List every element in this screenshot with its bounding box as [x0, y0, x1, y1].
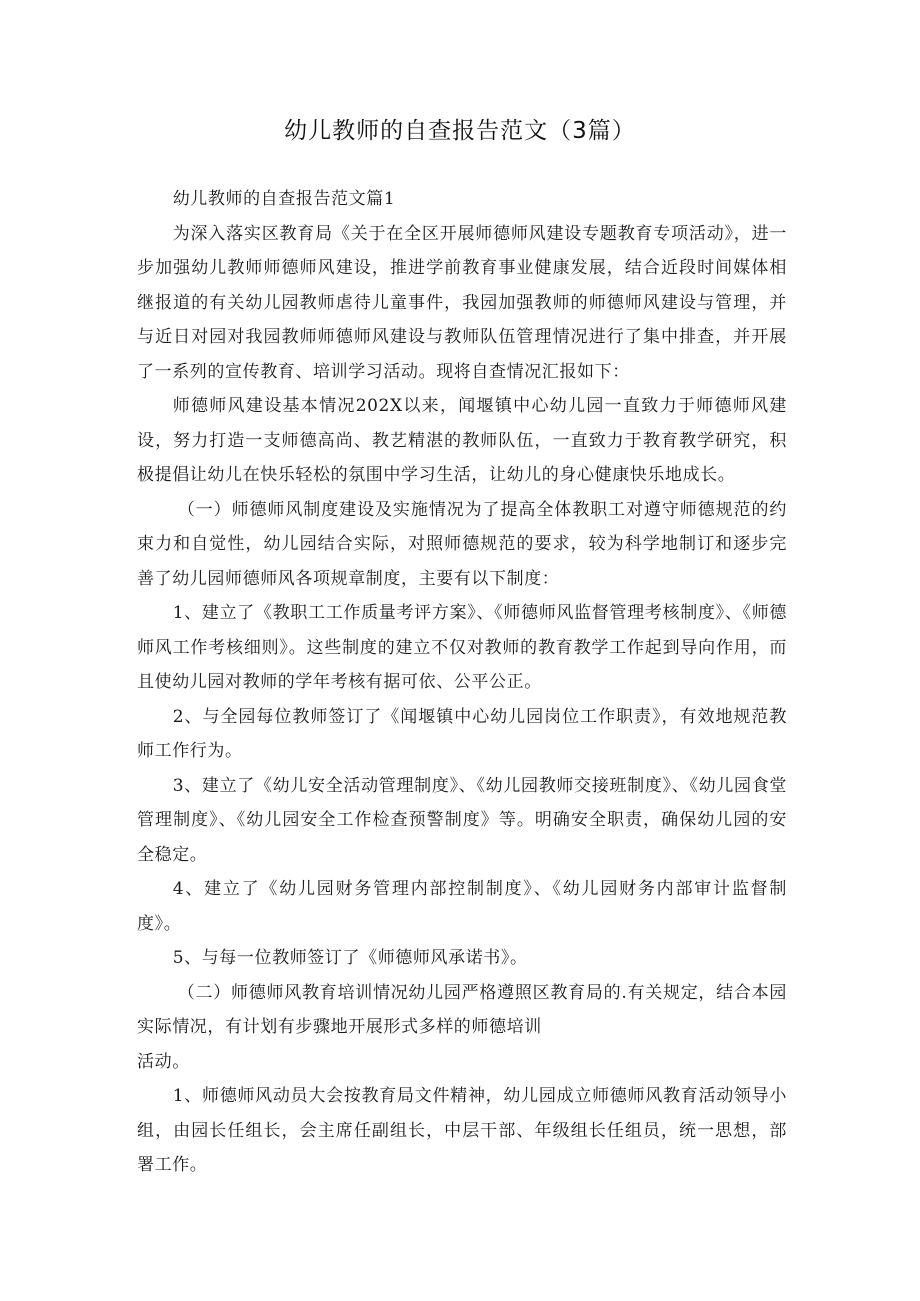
document-title: 幼儿教师的自查报告范文（3篇） [284, 118, 636, 144]
paragraph-item-1: 1、建立了《教职工工作质量考评方案》、《师德师风监督管理考核制度》、《师德师风工作考核细则》。这些制度的建立不仅对教师的教育教学工作起到导向作用，而且使幼儿园对教师的学年考核有据可依、公平公正。 [137, 603, 787, 692]
paragraph-basic-situation: 师德师风建设基本情况202X以来，闻堰镇中心幼儿园一直致力于师德师风建设，努力打造一支师德高尚、教艺精湛的教师队伍，一直致力于教育教学研究，积极提倡让幼儿在快乐轻松的氛围中学习生活，让幼儿的身心健康快乐地成长。 [137, 396, 787, 485]
paragraph-item-5: 5、与每一位教师签订了《师德师风承诺书》。 [172, 948, 528, 968]
paragraph-section-two: （二）师德师风教育培训情况幼儿园严格遵照区教育局的.有关规定，结合本园实际情况，有计划有步骤地开展形式多样的师德培训 [137, 982, 787, 1037]
paragraph-intro: 为深入落实区教育局《关于在全区开展师德师风建设专题教育专项活动》，进一步加强幼儿教师师德师风建设，推进学前教育事业健康发展，结合近段时间媒体相继报道的有关幼儿园教师虐待儿童事件，我园加强教师的师德师风建设与管理，并与近日对园对我园教师师德师风建设与教师队伍管理情况进行了集中排查，并开展了一系列的宣传教育、培训学习活动。现将自查情况汇报如下： [137, 223, 787, 382]
paragraph-section-one: （一）师德师风制度建设及实施情况为了提高全体教职工对遵守师德规范的约束力和自觉性，幼儿园结合实际，对照师德规范的要求，较为科学地制订和逐步完善了幼儿园师德师风各项规章制度，主要有以下制度： [137, 499, 787, 589]
document-body [137, 182, 787, 1183]
paragraph-item-2: 2、与全园每位教师签订了《闻堰镇中心幼儿园岗位工作职责》，有效地规范教师工作行为。 [137, 706, 787, 761]
paragraph-section-two-tail: 活动。 [137, 1051, 190, 1072]
paragraph-item-4: 4、建立了《幼儿园财务管理内部控制制度》、《幼儿园财务内部审计监督制度》。 [137, 879, 787, 934]
section-subtitle: 幼儿教师的自查报告范文篇1 [172, 189, 396, 209]
paragraph-training-item-1: 1、师德师风动员大会按教育局文件精神，幼儿园成立师德师风教育活动领导小组，由园长任组长，会主席任副组长，中层干部、年级组长任组员，统一思想，部署工作。 [137, 1086, 787, 1175]
paragraph-item-3: 3、建立了《幼儿安全活动管理制度》、《幼儿园教师交接班制度》、《幼儿园食堂管理制度》、《幼儿园安全工作检查预警制度》等。明确安全职责，确保幼儿园的安全稳定。 [137, 775, 787, 865]
